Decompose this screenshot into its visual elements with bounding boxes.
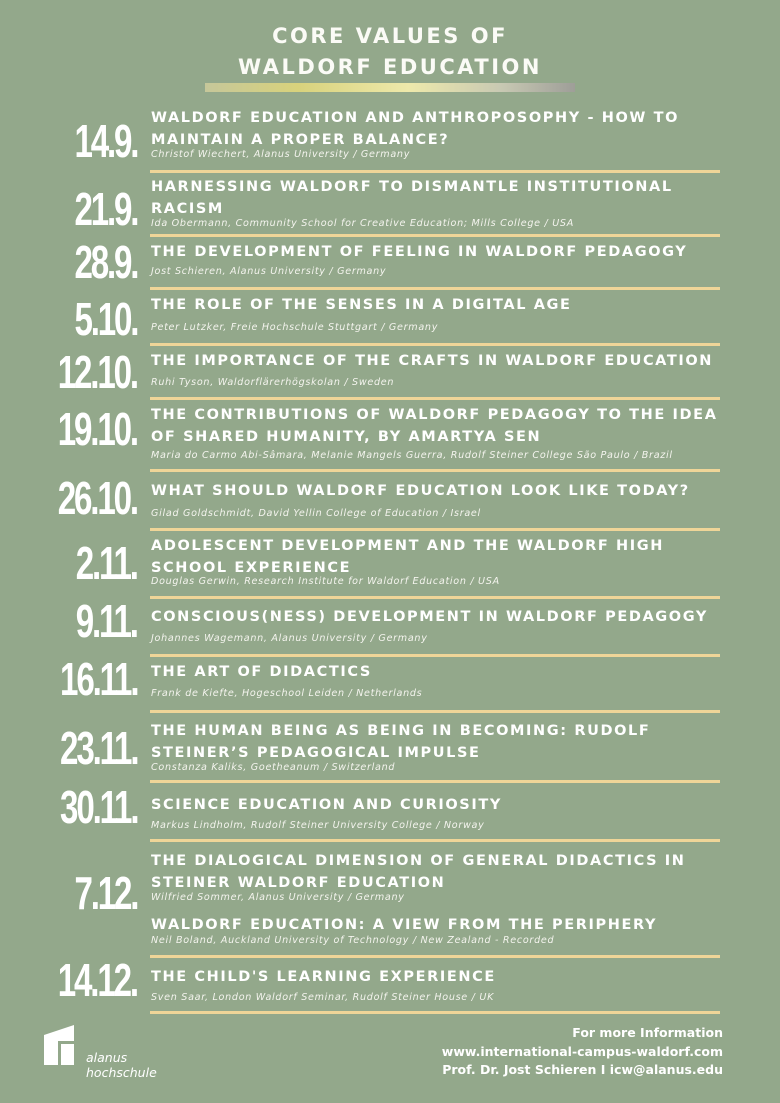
title-gradient-bar: [205, 83, 575, 92]
divider-rule: [150, 839, 720, 842]
divider-rule: [150, 343, 720, 346]
talk-title: THE HUMAN BEING AS BEING IN BECOMING: RUDOLF STEINER’S PEDAGOGICAL IMPULSE: [151, 723, 651, 761]
talk-title: THE IMPORTANCE OF THE CRAFTS IN WALDORF EDUCATION: [151, 353, 714, 369]
event-date: 5.10.: [74, 293, 137, 345]
talk-title: THE DEVELOPMENT OF FEELING IN WALDORF PEDAGOGY: [151, 244, 688, 260]
event-date: 26.10.: [57, 472, 137, 524]
speaker: Johannes Wagemann, Alanus University / Germany: [151, 633, 428, 644]
speaker: Ruhi Tyson, Waldorflärerhögskolan / Sweden: [151, 377, 395, 388]
talk-title: THE ART OF DIDACTICS: [151, 664, 372, 680]
divider-rule: [150, 710, 720, 713]
divider-rule: [150, 287, 720, 290]
event-date: 30.11.: [59, 781, 137, 833]
event-date: 7.12.: [74, 867, 137, 919]
talk-title: THE CHILD'S LEARNING EXPERIENCE: [151, 969, 496, 985]
speaker: Jost Schieren, Alanus University / Germany: [151, 266, 387, 277]
talk-title: ADOLESCENT DEVELOPMENT AND THE WALDORF HIGH SCHOOL EXPERIENCE: [151, 538, 665, 576]
talk-title: HARNESSING WALDORF TO DISMANTLE INSTITUTIONAL RACISM: [151, 179, 673, 217]
poster-title-line-2: WALDORF EDUCATION: [238, 55, 542, 79]
website-link[interactable]: www.international-campus-waldorf.com: [441, 1044, 723, 1059]
divider-rule: [150, 654, 720, 657]
divider-rule: [150, 170, 720, 173]
divider-rule: [150, 469, 720, 472]
event-date: 14.9.: [74, 115, 137, 167]
event-date: 16.11.: [59, 653, 137, 705]
speaker: Douglas Gerwin, Research Institute for Waldorf Education / USA: [151, 576, 500, 587]
divider-rule: [150, 234, 720, 237]
divider-rule: [150, 397, 720, 400]
event-date: 23.11.: [59, 722, 137, 774]
talk-title-second: WALDORF EDUCATION: A VIEW FROM THE PERIPHERY: [151, 917, 658, 933]
speaker: Christof Wiechert, Alanus University / Germany: [151, 149, 411, 160]
logo-subname: hochschule: [86, 1065, 157, 1080]
event-date: 2.11.: [75, 537, 137, 589]
divider-rule: [150, 528, 720, 531]
speaker: Maria do Carmo Abi-Sâmara, Melanie Mangels Guerra, Rudolf Steiner College São Paulo / Brazil: [151, 450, 673, 461]
info-heading: For more Information: [572, 1025, 723, 1040]
speaker: Gilad Goldschmidt, David Yellin College of Education / Israel: [151, 508, 481, 519]
speaker: Frank de Kiefte, Hogeschool Leiden / Netherlands: [151, 688, 423, 699]
divider-rule: [150, 596, 720, 599]
event-date: 21.9.: [74, 183, 137, 235]
contact-line: Prof. Dr. Jost Schieren I icw@alanus.edu: [442, 1062, 723, 1077]
talk-title: THE ROLE OF THE SENSES IN A DIGITAL AGE: [151, 297, 572, 313]
divider-rule: [150, 1011, 720, 1014]
talk-title: THE DIALOGICAL DIMENSION OF GENERAL DIDACTICS IN STEINER WALDORF EDUCATION: [151, 853, 686, 891]
talk-title: THE CONTRIBUTIONS OF WALDORF PEDAGOGY TO THE IDEA OF SHARED HUMANITY, BY AMARTYA SEN: [151, 407, 718, 445]
divider-rule: [150, 780, 720, 783]
speaker-second: Neil Boland, Auckland University of Technology / New Zealand - Recorded: [151, 935, 555, 946]
talk-title: CONSCIOUS(NESS) DEVELOPMENT IN WALDORF PEDAGOGY: [151, 609, 709, 625]
speaker: Ida Obermann, Community School for Creative Education; Mills College / USA: [151, 218, 574, 229]
event-date: 12.10.: [57, 346, 137, 398]
talk-title: WALDORF EDUCATION AND ANTHROPOSOPHY - HOW TO MAINTAIN A PROPER BALANCE?: [151, 110, 680, 148]
divider-rule: [150, 955, 720, 958]
talk-title: SCIENCE EDUCATION AND CURIOSITY: [151, 797, 502, 813]
event-date: 19.10.: [57, 403, 137, 455]
speaker: Markus Lindholm, Rudolf Steiner University College / Norway: [151, 820, 485, 831]
alanus-logo-icon: [44, 1025, 86, 1065]
event-date: 14.12.: [57, 954, 137, 1006]
event-date: 28.9.: [74, 236, 137, 288]
event-date: 9.11.: [75, 595, 137, 647]
speaker: Constanza Kaliks, Goetheanum / Switzerland: [151, 762, 396, 773]
poster-title-line-1: CORE VALUES OF: [272, 24, 508, 48]
talk-title: WHAT SHOULD WALDORF EDUCATION LOOK LIKE TODAY?: [151, 483, 690, 499]
speaker: Peter Lutzker, Freie Hochschule Stuttgart / Germany: [151, 322, 439, 333]
speaker: Wilfried Sommer, Alanus University / Germany: [151, 892, 405, 903]
speaker: Sven Saar, London Waldorf Seminar, Rudolf Steiner House / UK: [151, 992, 495, 1003]
logo-name: alanus: [86, 1050, 128, 1065]
